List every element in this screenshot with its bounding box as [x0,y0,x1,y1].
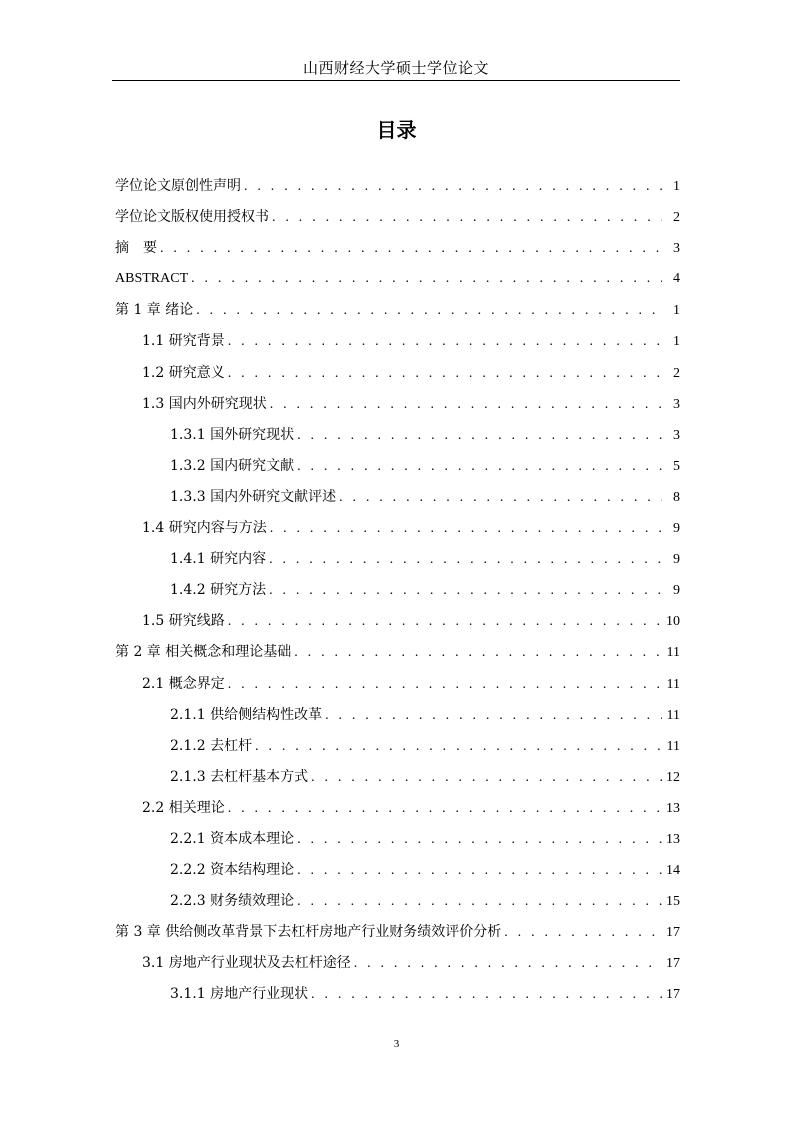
toc-entry-page: 5 [673,458,680,474]
toc-dot-leader [269,579,662,603]
toc-dot-leader [228,673,662,697]
toc-dot-leader [297,890,662,914]
toc-entry-page: 13 [666,831,680,847]
toc-entry-label: 2.1 概念界定 [142,675,225,692]
toc-entry[interactable] [115,267,680,298]
toc-entry-label: 1.3 国内外研究现状 [142,395,267,412]
toc-entry-label: 2.2 相关理论 [142,799,225,816]
toc-dot-leader [270,517,662,541]
toc-entry-page: 11 [666,707,680,723]
page-title: 目录 [376,118,417,142]
toc-entry[interactable] [115,734,680,765]
toc-entry-label: 第 1 章 绪论 [115,302,194,319]
toc-entry-label: 2.2.3 财务绩效理论 [170,893,295,910]
toc-entry-page: 17 [666,956,680,972]
toc-entry[interactable] [115,640,680,671]
toc-entry-label: 1.4.1 研究内容 [170,551,267,568]
toc-dot-leader [311,766,662,790]
toc-entry-page: 1 [673,303,680,319]
toc-entry[interactable] [115,827,680,858]
toc-dot-leader [191,267,662,291]
toc-entry[interactable] [115,174,680,205]
toc-entry[interactable] [115,423,680,454]
toc-entry-page: 1 [673,179,680,194]
toc-entry-page: 2 [673,365,680,381]
toc-entry-page: 10 [666,614,680,630]
toc-entry-page: 3 [673,241,680,257]
toc-entry-page: 1 [673,334,680,350]
toc-entry-label: 摘 要 [115,240,157,257]
toc-entry-label: 3.1 房地产行业现状及去杠杆途径 [142,955,351,972]
toc-dot-leader [297,455,662,479]
header-rule [112,80,680,81]
toc-entry[interactable] [115,547,680,578]
toc-dot-leader [228,610,662,634]
toc-dot-leader [297,424,662,448]
toc-dot-leader [160,237,662,261]
toc-entry-page: 11 [666,645,680,661]
toc-dot-leader [228,797,662,821]
toc-entry[interactable] [115,329,680,360]
toc-entry-label: 2.2.1 资本成本理论 [170,830,295,847]
toc-dot-leader [272,206,662,230]
toc-entry-page: 17 [666,987,680,1003]
toc-entry-label: 第 3 章 供给侧改革背景下去杠杆房地产行业财务绩效评价分析 [115,924,502,941]
table-of-contents [115,174,680,1014]
toc-entry-label: 2.1.1 供给侧结构性改革 [170,706,323,723]
toc-entry[interactable] [115,454,680,485]
toc-entry-label: 1.3.2 国内研究文献 [170,457,295,474]
running-header: 山西财经大学硕士学位论文 [302,59,489,77]
toc-dot-leader [228,362,662,386]
toc-entry[interactable] [115,920,680,951]
toc-entry-label: 2.2.2 资本结构理论 [170,862,295,879]
toc-entry-page: 9 [673,583,680,599]
toc-entry-page: 3 [673,396,680,412]
toc-entry-page: 11 [666,676,680,692]
toc-entry-page: 13 [666,800,680,816]
toc-entry[interactable] [115,703,680,734]
toc-entry-label: 2.1.2 去杠杆 [170,737,253,754]
toc-entry-label: 1.3.3 国内外研究文献评述 [170,488,337,505]
toc-entry-label: 学位论文原创性声明 [115,178,241,194]
toc-entry-label: 学位论文版权使用授权书 [115,209,269,226]
toc-dot-leader [297,859,662,883]
toc-entry[interactable] [115,858,680,889]
toc-entry[interactable] [115,516,680,547]
page-number: 3 [393,1038,400,1050]
toc-entry[interactable] [115,236,680,267]
toc-dot-leader [270,393,662,417]
toc-dot-leader [255,735,662,759]
toc-dot-leader [196,299,662,323]
toc-entry[interactable] [115,485,680,516]
toc-entry-page: 15 [666,894,680,910]
toc-entry-page: 2 [673,210,680,226]
toc-entry-label: 1.3.1 国外研究现状 [170,426,295,443]
toc-entry-label: 2.1.3 去杠杆基本方式 [170,768,309,785]
toc-entry-label: 1.2 研究意义 [142,364,225,381]
toc-entry[interactable] [115,796,680,827]
toc-entry-page: 9 [673,552,680,568]
toc-entry[interactable] [115,951,680,982]
toc-entry[interactable] [115,765,680,796]
toc-dot-leader [228,330,662,354]
toc-entry-page: 17 [666,925,680,941]
toc-dot-leader [504,921,662,945]
toc-entry-page: 9 [673,521,680,537]
toc-entry[interactable] [115,205,680,236]
toc-entry-label: ABSTRACT [115,271,189,287]
toc-dot-leader [311,983,662,1007]
toc-entry[interactable] [115,392,680,423]
toc-entry-page: 3 [673,427,680,443]
toc-entry-label: 1.4.2 研究方法 [170,582,267,599]
toc-entry[interactable] [115,889,680,920]
toc-entry[interactable] [115,361,680,392]
toc-entry-label: 第 2 章 相关概念和理论基础 [115,644,292,661]
toc-entry-page: 4 [673,271,680,287]
toc-entry-page: 12 [666,769,680,785]
toc-entry[interactable] [115,982,680,1013]
toc-dot-leader [354,952,662,976]
toc-dot-leader [339,486,662,510]
toc-entry-page: 11 [666,738,680,754]
toc-entry[interactable] [115,672,680,703]
toc-entry[interactable] [115,609,680,640]
toc-entry-label: 3.1.1 房地产行业现状 [170,986,309,1003]
toc-entry[interactable] [115,578,680,609]
toc-entry-page: 8 [673,489,680,505]
toc-entry[interactable] [115,298,680,329]
toc-entry-page: 14 [666,863,680,879]
toc-entry-label: 1.4 研究内容与方法 [142,520,267,537]
toc-entry-label: 1.5 研究线路 [142,613,225,630]
toc-dot-leader [325,704,662,728]
toc-dot-leader [294,641,662,665]
toc-entry-label: 1.1 研究背景 [142,333,225,350]
toc-dot-leader [244,175,662,199]
toc-dot-leader [269,548,662,572]
toc-dot-leader [297,828,662,852]
